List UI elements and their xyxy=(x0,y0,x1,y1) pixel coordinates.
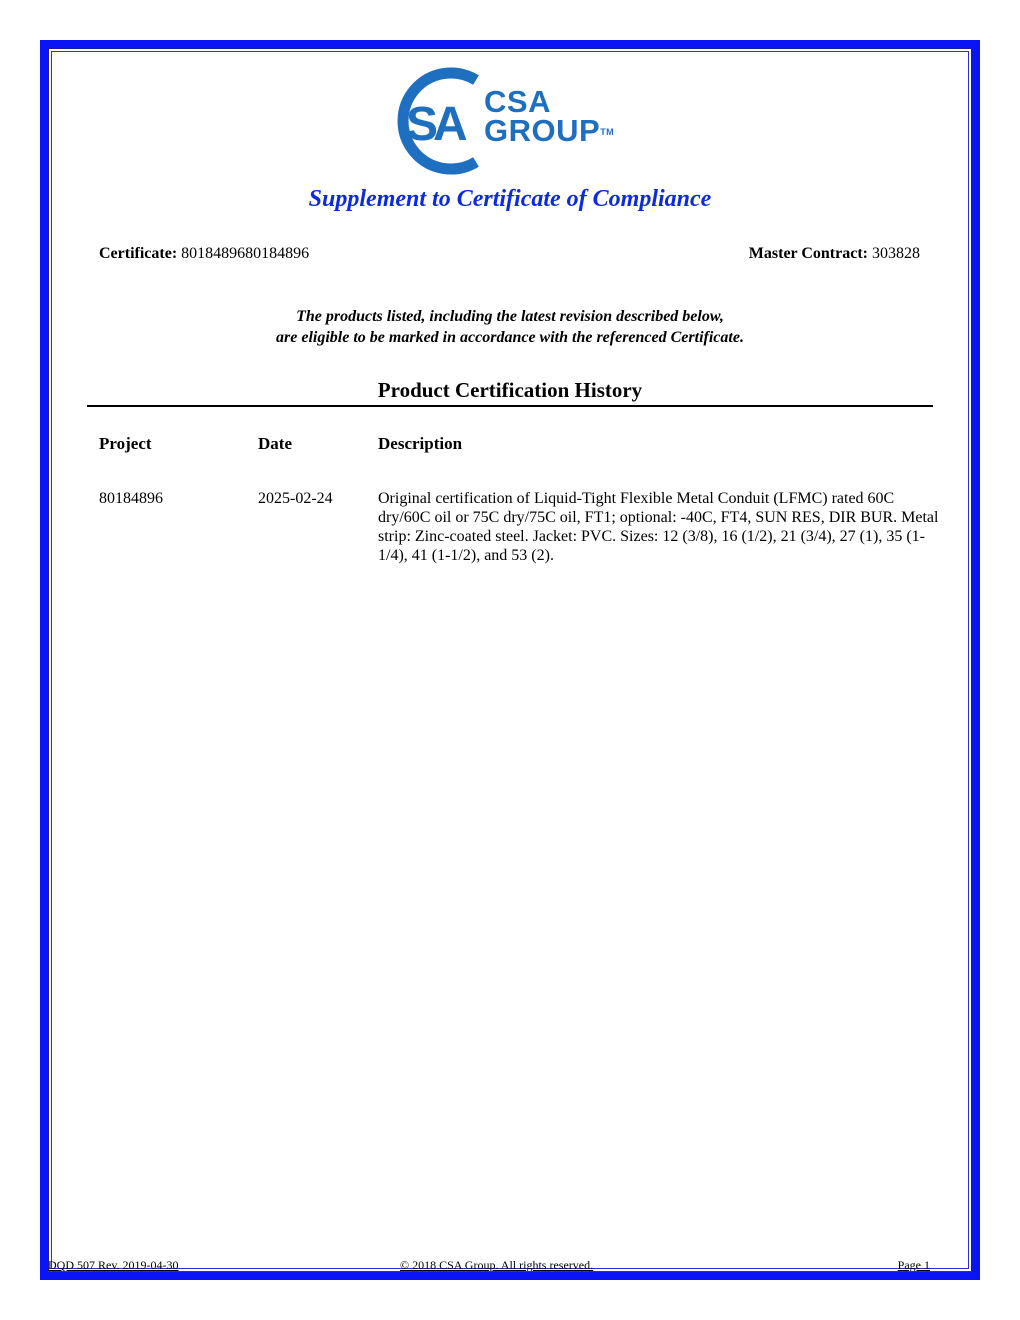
row-date: 2025-02-24 xyxy=(258,490,333,507)
column-header-date: Date xyxy=(258,434,292,453)
column-header-description: Description xyxy=(378,434,463,453)
certificate-number xyxy=(99,245,309,263)
section-divider xyxy=(87,405,933,407)
footer-copyright: © 2018 CSA Group. All rights reserved. xyxy=(400,1258,594,1272)
row-description: Original certification of Liquid-Tight Flexible Metal Conduit (LFMC) rated 60C dry/60C oil or 75C dry/75C oil, FT1; optional: -40C, FT4, SUN RES, DIR BUR. Metal strip: Zinc-coated steel. Jacket: PVC. Sizes: 12 (3/8), 16 (1/2), 21 (3/4), 27 (1), 35 (1-1/4), 41 (1-1/2), and 53 (2). xyxy=(378,490,939,564)
trademark-mark: TM xyxy=(600,127,615,137)
footer-form-id: DQD 507 Rev. 2019-04-30 xyxy=(48,1258,179,1272)
logo-line-1: CSA xyxy=(484,84,551,119)
master-contract-label: Master Contract: xyxy=(748,245,868,262)
master-contract xyxy=(749,245,920,263)
certificate-label: Certificate: xyxy=(99,245,178,262)
section-title: Product Certification History xyxy=(377,378,643,402)
statement-line-2: are eligible to be marked in accordance with the referenced Certificate. xyxy=(276,329,744,346)
master-contract-value: 303828 xyxy=(872,245,920,262)
svg-text:A: A xyxy=(433,98,468,151)
logo-line-2: GROUP xyxy=(484,113,601,148)
csa-emblem-icon xyxy=(388,66,488,176)
row-project: 80184896 xyxy=(99,490,163,507)
document-title: Supplement to Certificate of Compliance xyxy=(308,186,712,212)
eligibility-statement xyxy=(0,306,1020,348)
column-header-project: Project xyxy=(99,434,152,453)
logo-wordmark xyxy=(484,84,615,148)
footer-rule xyxy=(48,1271,972,1272)
certificate-value: 8018489680184896 xyxy=(181,245,310,262)
svg-text:S: S xyxy=(406,98,439,151)
statement-line-1: The products listed, including the latest revision described below, xyxy=(296,308,724,325)
footer-page-number: Page 1 xyxy=(897,1258,930,1272)
inner-border-line xyxy=(51,51,969,1269)
